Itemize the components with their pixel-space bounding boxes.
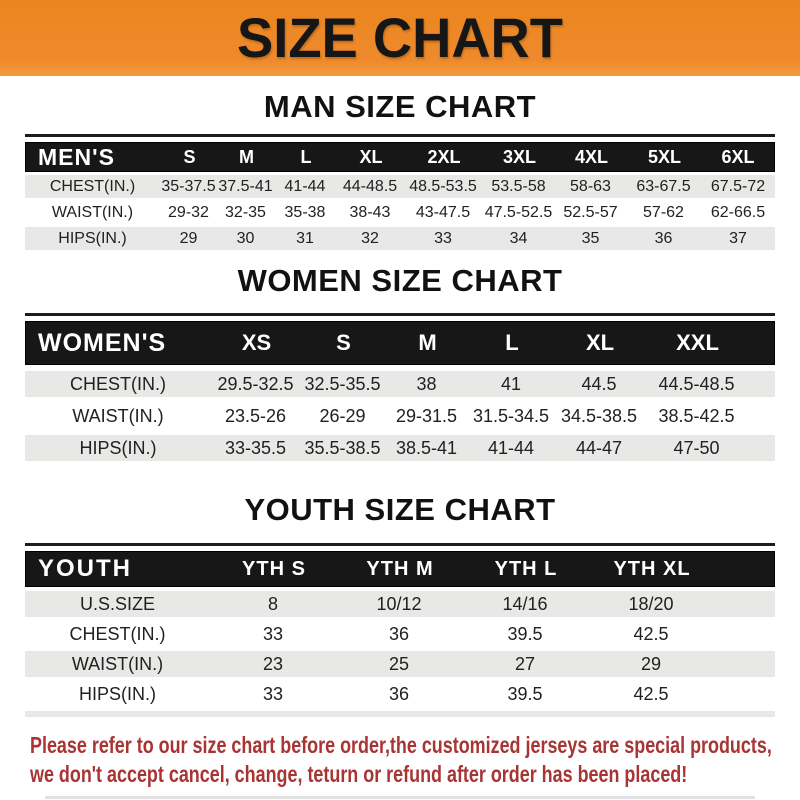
size-value-cell: 44-47 (575, 437, 623, 458)
youth-size-table (25, 543, 775, 717)
row-label: CHEST(IN.) (49, 177, 136, 195)
size-value-cell: 48.5-53.5 (409, 177, 477, 195)
size-value-cell: 8 (267, 593, 278, 614)
size-column-header: XL (359, 146, 383, 167)
size-value-cell: 32.5-35.5 (304, 373, 381, 394)
size-value-cell: 25 (388, 653, 410, 674)
size-column-header: 3XL (502, 146, 536, 167)
size-value-cell: 31 (296, 229, 314, 247)
size-value-cell: 18/20 (628, 593, 674, 614)
size-column-header: XS (241, 330, 272, 355)
table-header-row (25, 142, 775, 172)
size-value-cell: 44.5 (581, 373, 617, 394)
size-value-cell: 33 (262, 683, 284, 704)
size-value-cell: 35.5-38.5 (304, 437, 381, 458)
size-value-cell: 33 (262, 623, 284, 644)
size-column-header: XL (585, 330, 615, 355)
size-value-cell: 41-44 (284, 177, 326, 195)
size-value-cell: 58-63 (570, 177, 611, 195)
size-column-header: YTH S (242, 557, 306, 580)
table-row (25, 201, 775, 224)
size-value-cell: 32-35 (225, 203, 266, 221)
footer-line-1: Please refer to our size chart before order,the customized jerseys are special products, (30, 732, 772, 758)
size-column-header: 5XL (647, 146, 681, 167)
mens-size-table (25, 134, 775, 250)
size-value-cell: 30 (236, 229, 255, 247)
womens-heading: WOMEN SIZE CHART (237, 263, 563, 298)
size-value-cell: 39.5 (507, 683, 543, 704)
size-value-cell: 43-47.5 (415, 203, 471, 221)
row-label: CHEST(IN.) (69, 623, 166, 644)
size-value-cell: 36 (388, 623, 410, 644)
size-value-cell: 38.5-41 (395, 437, 458, 458)
size-value-cell: 32 (361, 229, 379, 247)
table-row (25, 371, 775, 397)
size-column-header: 2XL (427, 146, 461, 167)
size-value-cell: 44.5-48.5 (658, 373, 735, 394)
size-value-cell: 29.5-32.5 (217, 373, 294, 394)
row-label: WAIST(IN.) (72, 405, 164, 426)
size-value-cell: 26-29 (319, 405, 366, 426)
table-row (25, 435, 775, 461)
youth-heading: YOUTH SIZE CHART (244, 492, 556, 527)
row-label: WAIST(IN.) (51, 203, 134, 221)
size-value-cell: 36 (388, 683, 410, 704)
table-row (25, 175, 775, 198)
mens-section (0, 89, 800, 250)
size-column-header: M (418, 330, 437, 355)
size-value-cell: 37.5-41 (218, 177, 273, 195)
row-label: HIPS(IN.) (58, 229, 127, 247)
size-value-cell: 27 (514, 653, 536, 674)
table-row (25, 591, 775, 617)
size-value-cell: 38 (416, 373, 437, 394)
row-label: WAIST(IN.) (71, 653, 164, 674)
size-value-cell: 34.5-38.5 (560, 405, 638, 426)
row-label: HIPS(IN.) (78, 683, 156, 704)
youth-table-grid (25, 551, 775, 717)
size-value-cell: 29-31.5 (395, 405, 458, 426)
table-title: MEN'S (38, 143, 115, 170)
size-value-cell: 35-37.5 (161, 177, 216, 195)
size-value-cell: 67.5-72 (710, 177, 766, 195)
row-label: CHEST(IN.) (70, 373, 166, 394)
womens-section (0, 263, 800, 461)
size-value-cell: 47-50 (673, 437, 720, 458)
row-label: U.S.SIZE (79, 593, 155, 614)
size-value-cell: 23 (262, 653, 284, 674)
size-column-header: M (239, 146, 254, 167)
size-column-header: 4XL (574, 146, 608, 167)
size-column-header: S (336, 330, 351, 355)
size-value-cell: 23.5-26 (224, 405, 287, 426)
banner-title: SIZE CHART (237, 6, 563, 69)
size-column-header: L (300, 146, 312, 167)
size-value-cell: 42.5 (633, 623, 669, 644)
size-value-cell: 33 (434, 229, 452, 247)
size-column-header: YTH L (494, 557, 558, 580)
size-value-cell: 52.5-57 (563, 203, 618, 221)
womens-size-table (25, 313, 775, 461)
size-column-header: L (505, 330, 519, 355)
size-value-cell: 10/12 (376, 593, 422, 614)
size-value-cell: 38-43 (349, 203, 391, 221)
table-row (25, 621, 775, 647)
table-top-rule (25, 134, 775, 137)
table-top-rule (25, 313, 775, 316)
mens-table-grid (25, 142, 775, 250)
size-value-cell: 38.5-42.5 (658, 405, 735, 426)
row-label: HIPS(IN.) (79, 437, 157, 458)
mens-heading: MAN SIZE CHART (263, 89, 537, 124)
size-value-cell: 29-32 (168, 203, 209, 221)
size-column-header: YTH M (366, 557, 434, 580)
size-column-header: YTH XL (613, 557, 691, 580)
womens-table-grid (25, 321, 775, 461)
size-value-cell: 37 (729, 229, 747, 247)
table-header-row (25, 321, 775, 365)
size-value-cell: 47.5-52.5 (484, 203, 553, 221)
size-value-cell: 33-35.5 (224, 437, 287, 458)
size-value-cell: 31.5-34.5 (472, 405, 550, 426)
size-value-cell: 57-62 (643, 203, 684, 221)
size-value-cell: 14/16 (502, 593, 548, 614)
footer-note (0, 731, 800, 789)
table-header-row (25, 551, 775, 587)
table-row (25, 681, 775, 707)
size-value-cell: 62-66.5 (710, 203, 766, 221)
size-value-cell: 41-44 (487, 437, 535, 458)
youth-section (0, 492, 800, 717)
size-value-cell: 53.5-58 (491, 177, 546, 195)
size-chart-banner (0, 0, 800, 76)
size-value-cell: 29 (640, 653, 662, 674)
bottom-divider-line (45, 796, 755, 799)
size-column-header: XXL (676, 330, 719, 355)
table-bottom-strip (25, 711, 775, 717)
table-top-rule (25, 543, 775, 546)
size-value-cell: 35-38 (284, 203, 326, 221)
size-value-cell: 35 (581, 229, 600, 247)
size-value-cell: 36 (654, 229, 673, 247)
size-value-cell: 41 (500, 373, 522, 394)
footer-line-2: we don't accept cancel, change, teturn or refund after order has been placed! (30, 761, 688, 787)
size-value-cell: 44-48.5 (342, 177, 398, 195)
size-column-header: S (183, 146, 196, 167)
size-value-cell: 39.5 (507, 623, 543, 644)
size-value-cell: 42.5 (633, 683, 669, 704)
table-title: WOMEN'S (38, 328, 167, 357)
size-value-cell: 29 (179, 229, 198, 247)
table-row (25, 403, 775, 429)
size-value-cell: 63-67.5 (636, 177, 691, 195)
size-column-header: 6XL (721, 146, 755, 167)
table-row (25, 651, 775, 677)
table-title: YOUTH (38, 555, 132, 582)
table-row (25, 227, 775, 250)
size-value-cell: 34 (509, 229, 528, 247)
